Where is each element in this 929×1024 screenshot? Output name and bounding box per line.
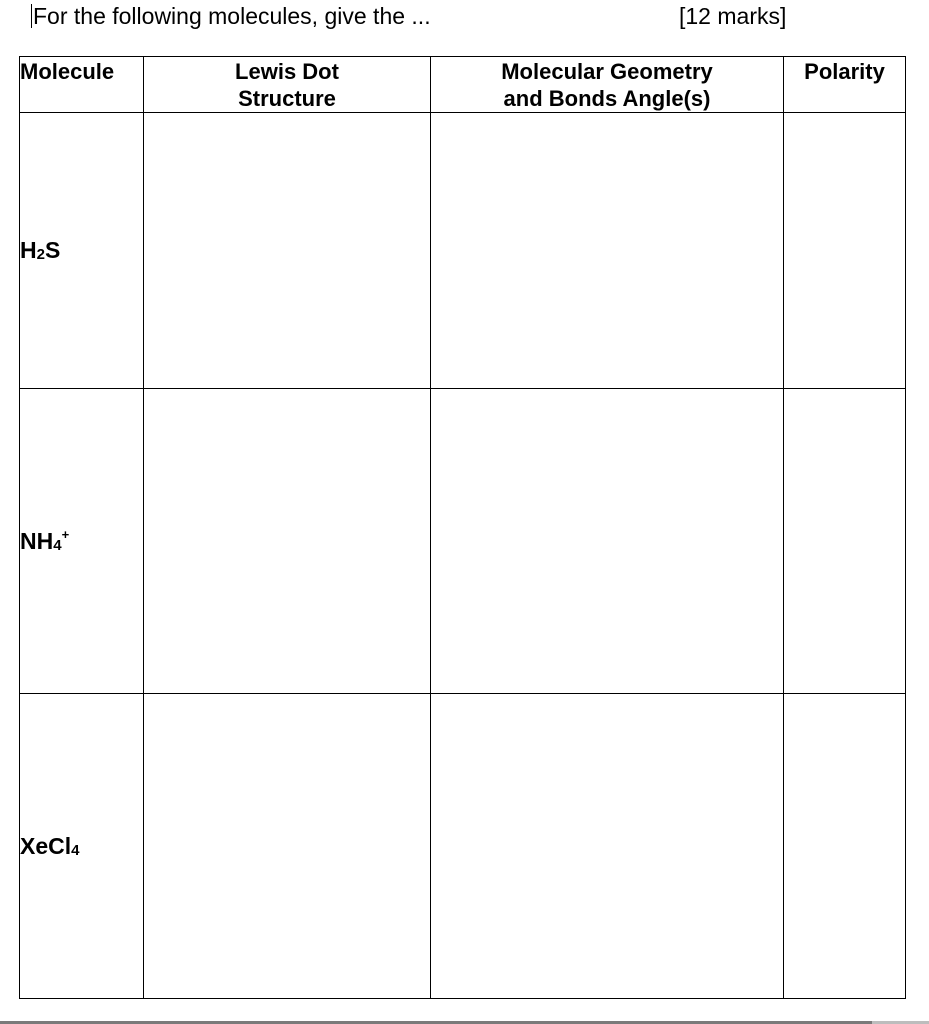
polarity-answer-cell[interactable] bbox=[784, 389, 906, 694]
molecule-base: NH bbox=[20, 527, 54, 554]
header-molecule: Molecule bbox=[20, 57, 144, 113]
molecule-cell-h2s bbox=[20, 113, 144, 389]
header-molecular-geometry bbox=[431, 57, 784, 113]
geometry-answer-cell[interactable] bbox=[431, 113, 784, 389]
molecule-base: XeCl bbox=[20, 832, 72, 859]
lewis-structure-answer-cell[interactable] bbox=[144, 694, 431, 999]
table-row bbox=[20, 389, 906, 694]
marks-label: [12 marks] bbox=[679, 3, 787, 29]
header-lewis-dot-structure bbox=[144, 57, 431, 113]
lewis-structure-answer-cell[interactable] bbox=[144, 389, 431, 694]
header-polarity: Polarity bbox=[784, 57, 906, 113]
header-geometry-line1: Molecular Geometry bbox=[501, 59, 713, 84]
table-row bbox=[20, 113, 906, 389]
header-geometry-line2: and Bonds Angle(s) bbox=[503, 86, 711, 111]
molecule-charge: + bbox=[61, 526, 70, 542]
molecule-base: H bbox=[20, 237, 37, 263]
molecule-cell-xecl4 bbox=[20, 694, 144, 999]
geometry-answer-cell[interactable] bbox=[431, 694, 784, 999]
molecule-rest: S bbox=[44, 237, 61, 263]
text-cursor bbox=[31, 4, 32, 28]
molecule-subscript: 4 bbox=[53, 536, 62, 554]
polarity-answer-cell[interactable] bbox=[784, 694, 906, 999]
header-lewis-line1: Lewis Dot bbox=[235, 59, 339, 84]
molecule-subscript: 4 bbox=[71, 841, 80, 859]
table-header-row bbox=[20, 57, 906, 113]
lewis-structure-answer-cell[interactable] bbox=[144, 113, 431, 389]
molecule-subscript: 2 bbox=[36, 246, 45, 263]
molecule-worksheet-table bbox=[19, 56, 906, 999]
molecule-cell-nh4 bbox=[20, 389, 144, 694]
geometry-answer-cell[interactable] bbox=[431, 389, 784, 694]
instruction-text: For the following molecules, give the ... bbox=[33, 3, 431, 29]
polarity-answer-cell[interactable] bbox=[784, 113, 906, 389]
table-row bbox=[20, 694, 906, 999]
header-lewis-line2: Structure bbox=[238, 86, 336, 111]
